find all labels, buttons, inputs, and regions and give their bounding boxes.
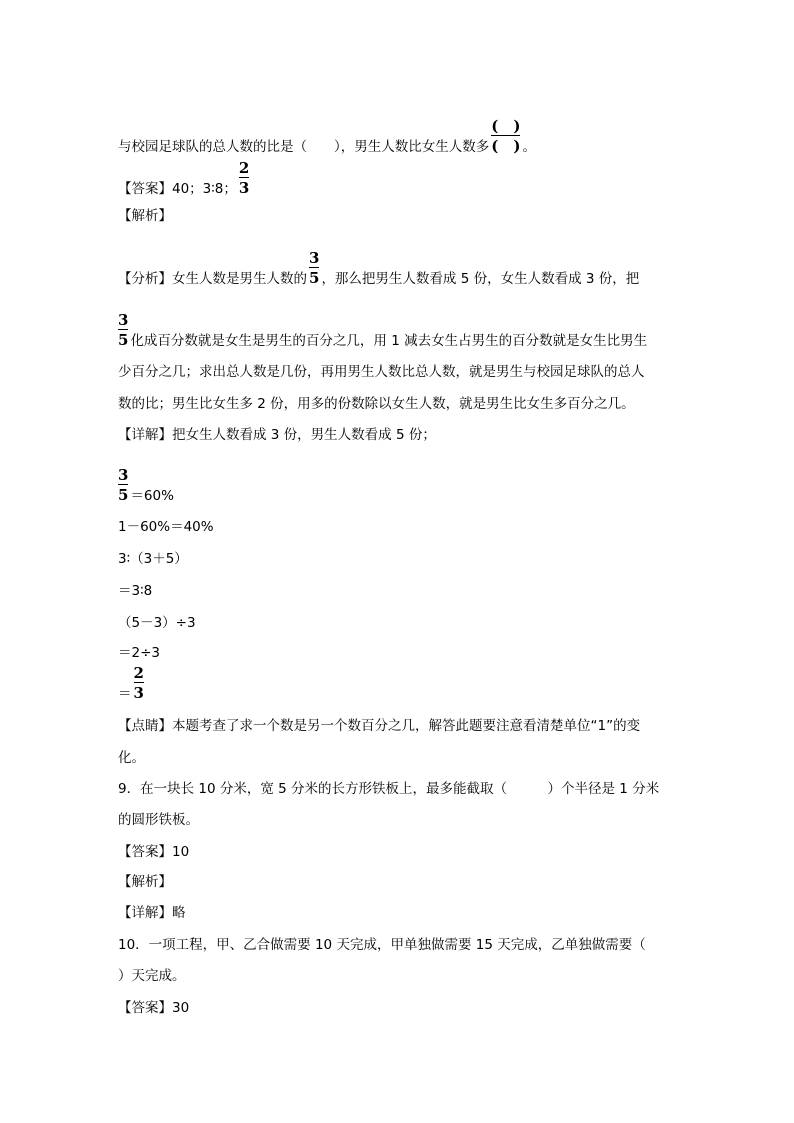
text: 与校园足球队的总人数的比是（ ），男生人数比女生人数多: [118, 139, 490, 155]
text: 略: [172, 905, 186, 921]
text: 把女生人数看成 3 份，男生人数看成 5 份；: [172, 427, 436, 443]
detail-line: [118, 427, 436, 443]
label: 【分析】: [118, 271, 172, 287]
numerator: 3: [118, 311, 129, 329]
fenxi-line4: 数的比；男生比女生多 2 份，用多的份数除以女生人数，就是男生比女生多百分之几。: [118, 396, 635, 412]
comment-line2: 化。: [118, 750, 145, 766]
answer-text: 40；3∶8；: [172, 181, 237, 197]
calc-line: 1－60%＝40%: [118, 519, 214, 535]
denominator: 5: [118, 486, 129, 504]
text: 女生人数是男生人数的: [172, 271, 307, 287]
text: ＝60%: [130, 488, 174, 504]
label: 【答案】: [118, 1000, 172, 1016]
fraction-3-5: [309, 249, 320, 287]
fraction-2-3: [133, 664, 144, 702]
answer-line: [118, 159, 251, 197]
label: 【详解】: [118, 905, 172, 921]
comment-line1: [118, 718, 640, 734]
text: 化成百分数就是女生是男生的百分之几，用 1 减去女生占男生的百分数就是女生比男生: [130, 333, 648, 349]
q10-line1: 10．一项工程，甲、乙合做需要 10 天完成，甲单独做需要 15 天完成，乙单独做需要（: [118, 937, 646, 953]
fraction-2-3: [238, 159, 250, 197]
answer-label: 【答案】: [118, 181, 172, 197]
label: 【答案】: [118, 844, 172, 860]
q8-line1: [118, 117, 536, 155]
q9-answer: [118, 844, 189, 860]
blank-fraction: [491, 117, 521, 155]
calc-line: ＝3∶8: [118, 583, 153, 599]
fenxi-line2: [118, 311, 648, 349]
numerator: ( ): [491, 117, 521, 135]
text: 本题考查了求一个数是另一个数百分之几，解答此题要注意看清楚单位“1”的变: [172, 718, 641, 734]
fraction-3-5: [118, 311, 129, 349]
q10-line2: ）天完成。: [118, 968, 186, 984]
fraction-3-5: [118, 466, 129, 504]
text: 10: [172, 844, 190, 860]
fenxi-line3: 少百分之几；求出总人数是几份，再用男生人数比总人数，就是男生与校园足球队的总人: [118, 364, 645, 380]
analysis-label: 【解析】: [118, 208, 172, 224]
numerator: 3: [309, 249, 320, 267]
denominator: 5: [309, 269, 320, 287]
calc-line: [118, 664, 146, 702]
calc-line: [118, 466, 174, 504]
label: 【点睛】: [118, 718, 172, 734]
fenxi-line1: [118, 249, 640, 287]
denominator: 3: [133, 684, 144, 702]
q9-analysis-label: 【解析】: [118, 874, 172, 890]
calc-line: （5－3）÷3: [118, 615, 196, 631]
calc-line: 3∶（3＋5）: [118, 551, 188, 567]
numerator: 3: [118, 466, 129, 484]
text: 。: [522, 139, 536, 155]
denominator: 3: [238, 179, 250, 197]
q9-detail: [118, 905, 186, 921]
q9-line2: 的圆形铁板。: [118, 812, 199, 828]
calc-line: ＝2÷3: [118, 645, 160, 661]
label: 【详解】: [118, 427, 172, 443]
numerator: 2: [133, 664, 144, 682]
q9-line1: 9．在一块长 10 分米，宽 5 分米的长方形铁板上，最多能截取（ ）个半径是 1 分米: [118, 781, 660, 797]
denominator: 5: [118, 331, 129, 349]
numerator: 2: [238, 159, 250, 177]
text: ，那么把男生人数看成 5 份，女生人数看成 3 份，把: [321, 271, 640, 287]
text: 30: [172, 1000, 190, 1016]
q10-answer: [118, 1000, 189, 1016]
denominator: ( ): [491, 137, 521, 155]
text: ＝: [118, 686, 132, 702]
